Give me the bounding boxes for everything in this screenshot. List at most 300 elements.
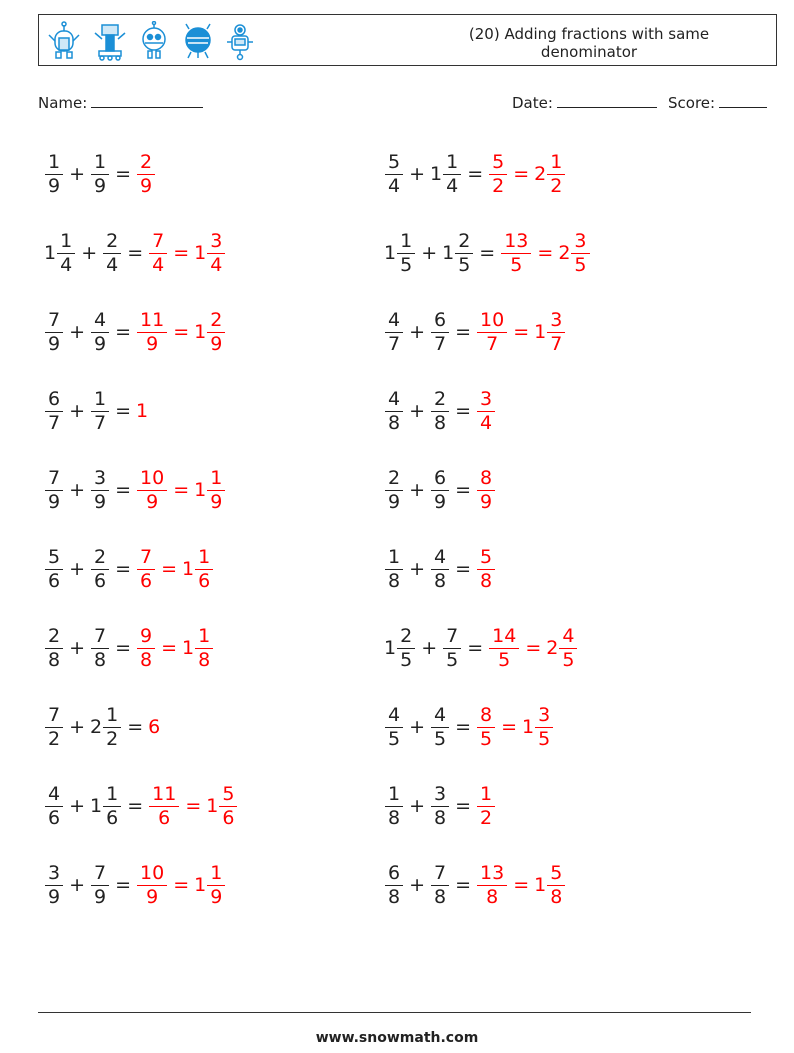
denominator: 9	[48, 490, 61, 513]
numerator: 3	[480, 387, 493, 410]
addend-1	[384, 783, 404, 830]
denominator: 2	[48, 727, 61, 750]
addend-2	[430, 704, 450, 751]
fraction	[91, 467, 109, 514]
denominator: 6	[158, 806, 171, 829]
fraction	[431, 467, 449, 514]
numerator: 10	[140, 861, 165, 884]
addend-2	[430, 309, 450, 356]
answer	[476, 862, 566, 909]
numerator: 2	[434, 387, 447, 410]
answer	[136, 400, 148, 422]
addend-2	[102, 230, 122, 277]
plus-sign: +	[69, 400, 86, 422]
numerator: 1	[480, 782, 493, 805]
plus-sign: +	[409, 874, 426, 896]
numerator: 4	[388, 703, 401, 726]
problem-item	[44, 697, 160, 757]
fraction	[91, 388, 109, 435]
fraction	[571, 230, 589, 277]
name-label: Name:	[38, 94, 88, 112]
denominator: 9	[94, 174, 107, 197]
worksheet-title: (20) Adding fractions with same denominator	[468, 25, 710, 61]
problem-item	[44, 776, 238, 836]
equals-sign: =	[127, 242, 144, 264]
denominator: 9	[48, 174, 61, 197]
denominator: 9	[146, 885, 159, 908]
fraction	[385, 388, 403, 435]
whole-number: 2	[534, 163, 547, 185]
addend-2	[90, 704, 122, 751]
plus-sign: +	[69, 637, 86, 659]
score-label: Score:	[668, 94, 716, 112]
addend-1	[44, 388, 64, 435]
equals-sign: =	[115, 400, 132, 422]
equals-sign: =	[455, 321, 472, 343]
numerator: 6	[434, 466, 447, 489]
denominator: 7	[388, 332, 401, 355]
equals-sign: =	[525, 637, 542, 659]
plus-sign: +	[69, 321, 86, 343]
problem-item	[384, 697, 554, 757]
addend-2	[430, 862, 450, 909]
numerator: 1	[106, 703, 119, 726]
numerator: 7	[48, 308, 61, 331]
answer-value	[148, 230, 168, 277]
numerator: 1	[94, 150, 107, 173]
plus-sign: +	[69, 163, 86, 185]
answer	[136, 467, 226, 514]
answer	[476, 704, 554, 751]
fraction	[477, 783, 495, 830]
denominator: 6	[106, 806, 119, 829]
addend-1	[384, 704, 404, 751]
fraction	[91, 546, 109, 593]
numerator: 4	[388, 308, 401, 331]
fraction	[443, 625, 461, 672]
score-field[interactable]	[668, 93, 767, 112]
answer-value	[182, 546, 214, 593]
numerator: 1	[550, 150, 563, 173]
denominator: 9	[146, 332, 159, 355]
numerator: 4	[562, 624, 575, 647]
numerator: 10	[140, 466, 165, 489]
fraction	[431, 862, 449, 909]
name-field[interactable]	[38, 93, 203, 112]
answer	[136, 625, 214, 672]
answer-value	[194, 309, 226, 356]
numerator: 3	[210, 229, 223, 252]
equals-sign: =	[455, 558, 472, 580]
problem-item	[44, 855, 226, 915]
numerator: 7	[434, 861, 447, 884]
denominator: 9	[94, 332, 107, 355]
answer	[488, 151, 566, 198]
footer-url: www.snowmath.com	[315, 1030, 479, 1046]
denominator: 2	[106, 727, 119, 750]
equals-sign: =	[161, 558, 178, 580]
addend-2	[430, 388, 450, 435]
denominator: 9	[388, 490, 401, 513]
fraction	[547, 309, 565, 356]
numerator: 3	[48, 861, 61, 884]
equals-sign: =	[467, 163, 484, 185]
denominator: 8	[550, 885, 563, 908]
answer	[476, 546, 496, 593]
denominator: 2	[550, 174, 563, 197]
answer-value	[206, 783, 238, 830]
whole-number: 1	[44, 242, 57, 264]
numerator: 9	[140, 624, 153, 647]
addend-2	[430, 467, 450, 514]
numerator: 8	[480, 703, 493, 726]
fraction	[45, 783, 63, 830]
numerator: 7	[152, 229, 165, 252]
answer-value	[476, 546, 496, 593]
answer-value	[488, 151, 508, 198]
fraction	[207, 862, 225, 909]
fraction	[397, 625, 415, 672]
numerator: 7	[446, 624, 459, 647]
plus-sign: +	[421, 242, 438, 264]
problem-item	[44, 539, 214, 599]
denominator: 9	[480, 490, 493, 513]
denominator: 6	[48, 569, 61, 592]
whole-number: 1	[194, 479, 207, 501]
addend-2	[90, 467, 110, 514]
numerator: 1	[210, 466, 223, 489]
fraction	[535, 704, 553, 751]
answer-value	[194, 862, 226, 909]
numerator: 5	[388, 150, 401, 173]
addend-1	[44, 625, 64, 672]
whole-number: 1	[522, 716, 535, 738]
answer	[476, 783, 496, 830]
equals-sign: =	[127, 795, 144, 817]
denominator: 5	[388, 727, 401, 750]
answer-value	[476, 467, 496, 514]
denominator: 8	[198, 648, 211, 671]
fraction	[219, 783, 237, 830]
numerator: 2	[140, 150, 153, 173]
denominator: 9	[210, 490, 223, 513]
whole-number: 1	[384, 242, 397, 264]
whole-number: 1	[182, 637, 195, 659]
whole-number: 1	[534, 321, 547, 343]
whole-number: 1	[442, 242, 455, 264]
plus-sign: +	[69, 716, 86, 738]
denominator: 8	[388, 885, 401, 908]
equals-sign: =	[115, 163, 132, 185]
numerator: 1	[388, 782, 401, 805]
numerator: 11	[152, 782, 177, 805]
denominator: 6	[222, 806, 235, 829]
plus-sign: +	[421, 637, 438, 659]
problem-item	[384, 144, 566, 204]
answer-value	[148, 716, 160, 738]
answer-value	[476, 704, 496, 751]
numerator: 7	[94, 624, 107, 647]
numerator: 1	[198, 624, 211, 647]
equals-sign: =	[479, 242, 496, 264]
denominator: 8	[434, 569, 447, 592]
equals-sign: =	[501, 716, 518, 738]
answer	[148, 783, 238, 830]
addend-1	[384, 230, 416, 277]
fraction	[91, 625, 109, 672]
denominator: 9	[140, 174, 153, 197]
numerator: 13	[480, 861, 505, 884]
numerator: 3	[550, 308, 563, 331]
answer	[476, 388, 496, 435]
denominator: 8	[434, 411, 447, 434]
fraction	[477, 862, 507, 909]
numerator: 1	[48, 150, 61, 173]
numerator: 1	[60, 229, 73, 252]
plus-sign: +	[409, 321, 426, 343]
robot-1-icon	[45, 21, 83, 61]
numerator: 5	[550, 861, 563, 884]
plus-sign: +	[409, 400, 426, 422]
problem-item	[44, 223, 226, 283]
denominator: 8	[434, 806, 447, 829]
denominator: 7	[550, 332, 563, 355]
fraction	[477, 704, 495, 751]
equals-sign: =	[127, 716, 144, 738]
fraction	[547, 862, 565, 909]
equals-sign: =	[455, 795, 472, 817]
numerator: 10	[480, 308, 505, 331]
fraction	[443, 151, 461, 198]
denominator: 7	[94, 411, 107, 434]
equals-sign: =	[173, 479, 190, 501]
equals-sign: =	[513, 874, 530, 896]
robot-4-icon	[179, 21, 217, 61]
equals-sign: =	[455, 479, 472, 501]
fraction	[431, 546, 449, 593]
whole-number: 1	[194, 242, 207, 264]
fraction	[477, 388, 495, 435]
equals-sign: =	[537, 242, 554, 264]
answer-value	[148, 783, 180, 830]
plus-sign: +	[409, 479, 426, 501]
numerator: 4	[434, 545, 447, 568]
numerator: 3	[538, 703, 551, 726]
fraction	[45, 309, 63, 356]
numerator: 11	[140, 308, 165, 331]
numerator: 2	[106, 229, 119, 252]
fraction	[45, 151, 63, 198]
denominator: 7	[486, 332, 499, 355]
addend-2	[90, 388, 110, 435]
numerator: 5	[48, 545, 61, 568]
fraction	[455, 230, 473, 277]
fraction	[103, 783, 121, 830]
fraction	[501, 230, 531, 277]
denominator: 2	[480, 806, 493, 829]
problem-item	[384, 381, 496, 441]
answer	[136, 862, 226, 909]
addend-1	[44, 467, 64, 514]
addend-1	[44, 546, 64, 593]
denominator: 5	[400, 253, 413, 276]
denominator: 5	[400, 648, 413, 671]
plus-sign: +	[69, 795, 86, 817]
answer	[476, 467, 496, 514]
fraction	[385, 546, 403, 593]
answer-value	[488, 625, 520, 672]
addend-1	[44, 151, 64, 198]
answer	[148, 230, 226, 277]
numerator: 5	[492, 150, 505, 173]
answer-value	[136, 467, 168, 514]
whole-number: 1	[136, 400, 149, 422]
fraction	[431, 704, 449, 751]
whole-number: 1	[194, 874, 207, 896]
denominator: 8	[94, 648, 107, 671]
denominator: 9	[210, 332, 223, 355]
problem-item	[384, 223, 591, 283]
date-field[interactable]	[512, 93, 657, 112]
denominator: 6	[140, 569, 153, 592]
addend-1	[384, 309, 404, 356]
fraction	[91, 309, 109, 356]
fraction	[431, 783, 449, 830]
numerator: 2	[388, 466, 401, 489]
plus-sign: +	[69, 479, 86, 501]
answer	[136, 151, 156, 198]
problem-item	[44, 144, 156, 204]
answer	[148, 716, 160, 738]
equals-sign: =	[513, 163, 530, 185]
numerator: 14	[492, 624, 517, 647]
problem-item	[44, 381, 148, 441]
denominator: 8	[388, 411, 401, 434]
numerator: 1	[446, 150, 459, 173]
denominator: 5	[434, 727, 447, 750]
fraction	[45, 625, 63, 672]
numerator: 7	[140, 545, 153, 568]
answer-value	[534, 862, 566, 909]
plus-sign: +	[69, 874, 86, 896]
addend-2	[90, 625, 110, 672]
score-blank[interactable]	[719, 93, 767, 108]
denominator: 5	[498, 648, 511, 671]
fraction	[137, 862, 167, 909]
addend-1	[384, 467, 404, 514]
fraction	[149, 230, 167, 277]
denominator: 9	[48, 332, 61, 355]
numerator: 4	[48, 782, 61, 805]
fraction	[57, 230, 75, 277]
addend-1	[44, 704, 64, 751]
equals-sign: =	[173, 874, 190, 896]
equals-sign: =	[161, 637, 178, 659]
denominator: 4	[106, 253, 119, 276]
equals-sign: =	[455, 400, 472, 422]
addend-2	[90, 783, 122, 830]
addend-2	[430, 546, 450, 593]
problem-item	[44, 618, 214, 678]
fraction	[207, 230, 225, 277]
fraction	[207, 309, 225, 356]
fraction	[45, 704, 63, 751]
fraction	[45, 388, 63, 435]
fraction	[385, 704, 403, 751]
plus-sign: +	[409, 163, 426, 185]
answer-value	[558, 230, 590, 277]
numerator: 4	[434, 703, 447, 726]
whole-number: 2	[546, 637, 559, 659]
fraction	[477, 467, 495, 514]
addend-2	[430, 783, 450, 830]
denominator: 4	[60, 253, 73, 276]
fraction	[385, 151, 403, 198]
equals-sign: =	[115, 874, 132, 896]
plus-sign: +	[409, 558, 426, 580]
answer-value	[136, 862, 168, 909]
name-blank[interactable]	[91, 93, 203, 108]
equals-sign: =	[513, 321, 530, 343]
fraction	[195, 625, 213, 672]
numerator: 7	[94, 861, 107, 884]
denominator: 6	[94, 569, 107, 592]
answer-value	[136, 400, 148, 422]
numerator: 6	[388, 861, 401, 884]
denominator: 9	[94, 885, 107, 908]
numerator: 1	[94, 387, 107, 410]
fraction	[489, 625, 519, 672]
numerator: 3	[574, 229, 587, 252]
plus-sign: +	[409, 716, 426, 738]
robot-3-icon	[137, 21, 171, 61]
problem-item	[384, 539, 496, 599]
denominator: 4	[446, 174, 459, 197]
fraction	[149, 783, 179, 830]
numerator: 13	[504, 229, 529, 252]
denominator: 8	[388, 569, 401, 592]
denominator: 4	[388, 174, 401, 197]
numerator: 3	[94, 466, 107, 489]
fraction	[137, 309, 167, 356]
fraction	[207, 467, 225, 514]
fraction	[45, 862, 63, 909]
denominator: 6	[48, 806, 61, 829]
numerator: 2	[48, 624, 61, 647]
whole-number: 1	[534, 874, 547, 896]
fraction	[489, 151, 507, 198]
answer	[488, 625, 578, 672]
equals-sign: =	[115, 321, 132, 343]
numerator: 7	[48, 466, 61, 489]
whole-number: 1	[384, 637, 397, 659]
equals-sign: =	[467, 637, 484, 659]
date-blank[interactable]	[557, 93, 657, 108]
denominator: 5	[538, 727, 551, 750]
robot-icons	[45, 19, 255, 63]
addend-2	[442, 625, 462, 672]
denominator: 5	[480, 727, 493, 750]
fraction	[91, 862, 109, 909]
fraction	[385, 862, 403, 909]
addend-1	[384, 546, 404, 593]
fraction	[137, 625, 155, 672]
equals-sign: =	[173, 242, 190, 264]
denominator: 9	[146, 490, 159, 513]
equals-sign: =	[185, 795, 202, 817]
denominator: 8	[48, 648, 61, 671]
robot-5-icon	[225, 21, 255, 61]
